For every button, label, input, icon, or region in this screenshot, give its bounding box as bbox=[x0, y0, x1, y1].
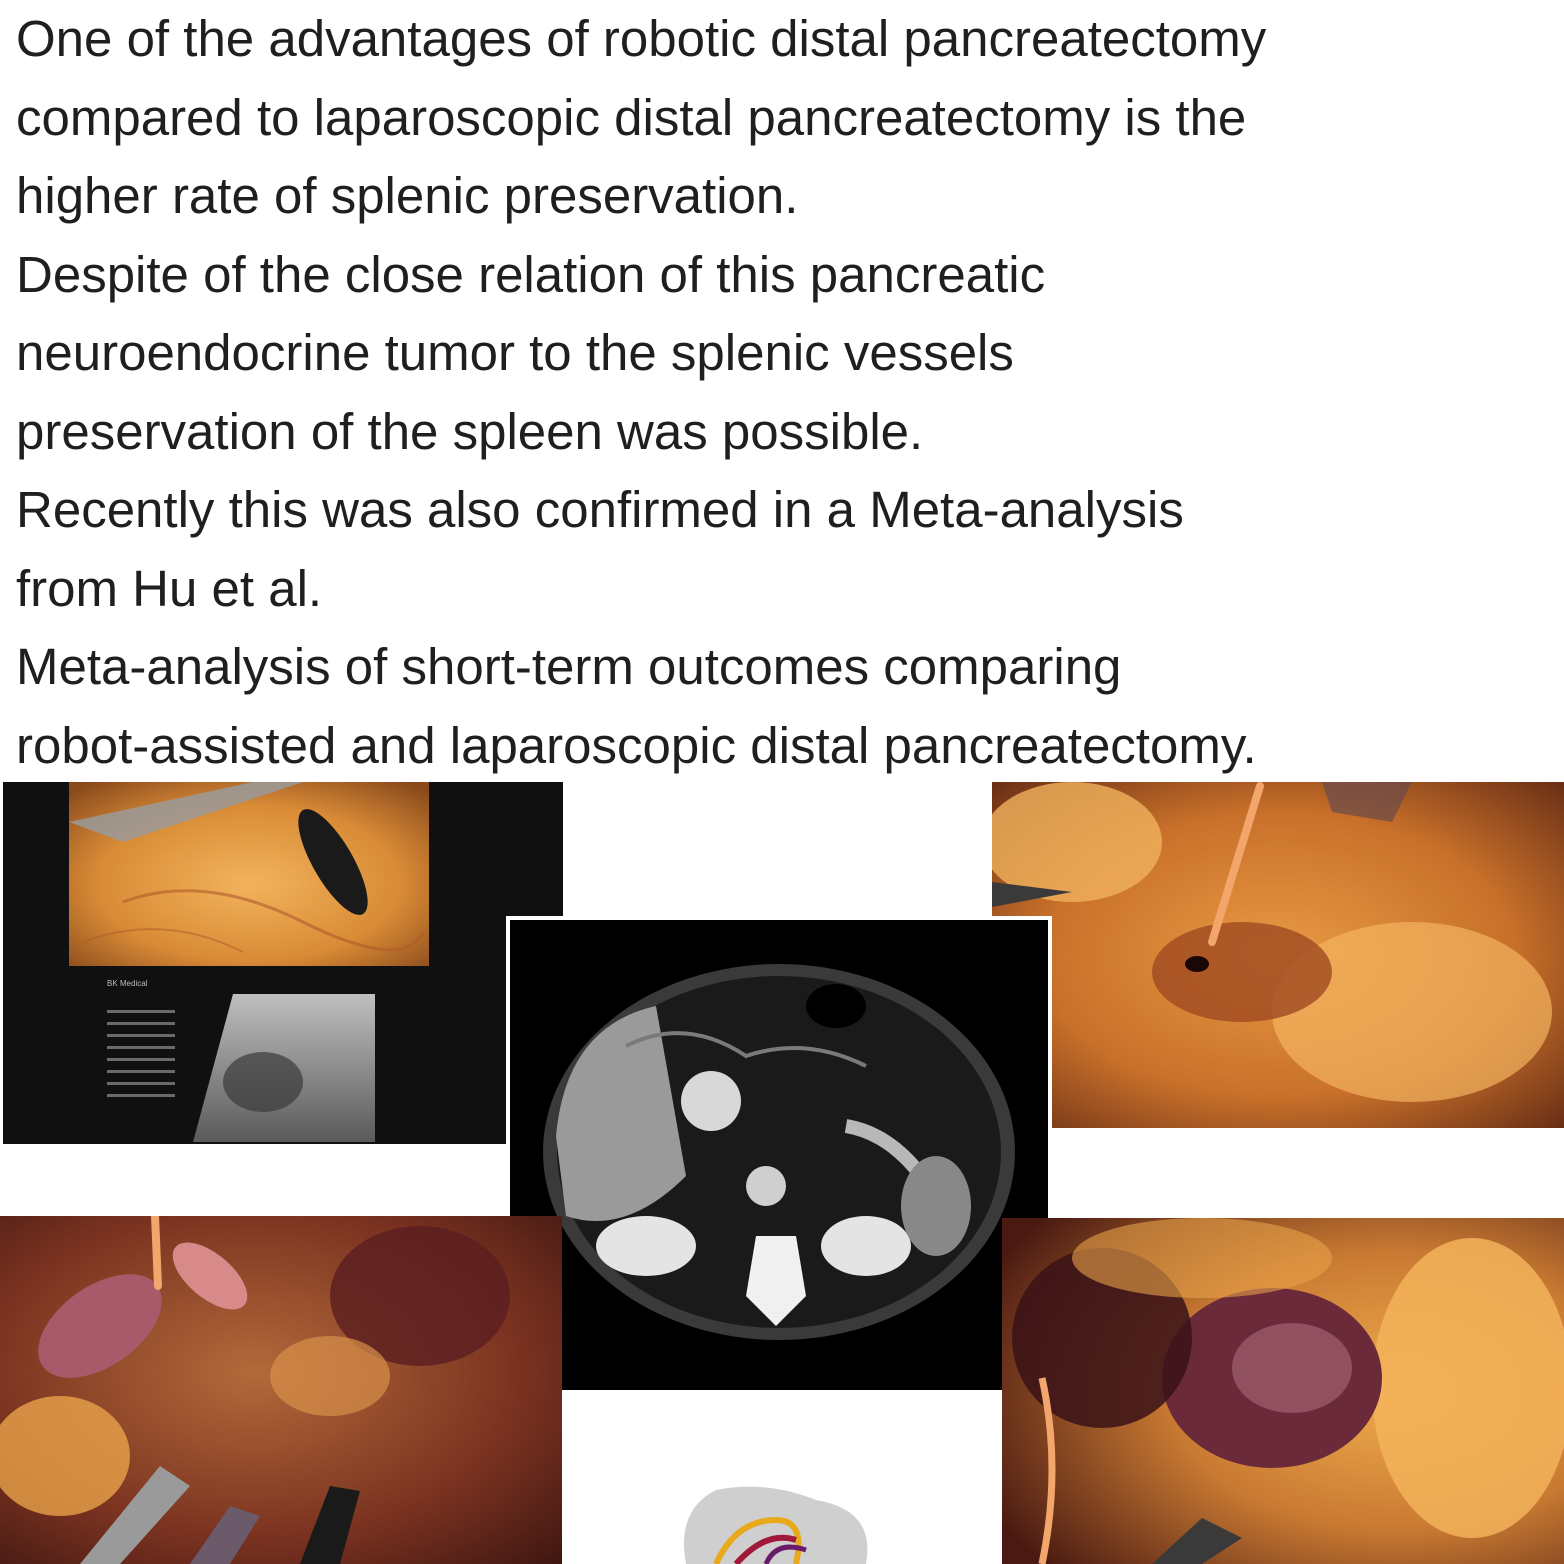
monitor-label: BK Medical bbox=[107, 979, 148, 988]
post-text-line: Meta-analysis of short-term outcomes comparing bbox=[16, 638, 1122, 695]
post-text-line: preservation of the spleen was possible. bbox=[16, 402, 924, 460]
post-text bbox=[16, 0, 1556, 785]
ct-scan-image[interactable] bbox=[506, 916, 1052, 1394]
image-collage[interactable] bbox=[0, 782, 1564, 1564]
post-text-line: compared to laparoscopic distal pancreatectomy is the bbox=[16, 88, 1247, 146]
post-text-line: Despite of the close relation of this pancreatic bbox=[16, 245, 1046, 303]
surgical-view-image[interactable] bbox=[992, 782, 1564, 1128]
post-text-line: robot-assisted and laparoscopic distal pancreatectomy. bbox=[16, 716, 1257, 774]
post-text-line: neuroendocrine tumor to the splenic vessels bbox=[16, 324, 1014, 381]
post-text-line: higher rate of splenic preservation. bbox=[16, 167, 799, 224]
surgical-view-image[interactable] bbox=[0, 1216, 562, 1564]
laparoscopic-ultrasound-image[interactable] bbox=[3, 782, 563, 1144]
logo-icon bbox=[676, 1480, 880, 1564]
post-text-line: Recently this was also confirmed in a Meta-analysis bbox=[16, 481, 1184, 538]
surgical-view-image[interactable] bbox=[1002, 1218, 1564, 1564]
post-text-line: One of the advantages of robotic distal pancreatectomy bbox=[16, 10, 1267, 67]
post-text-line: from Hu et al. bbox=[16, 559, 323, 617]
